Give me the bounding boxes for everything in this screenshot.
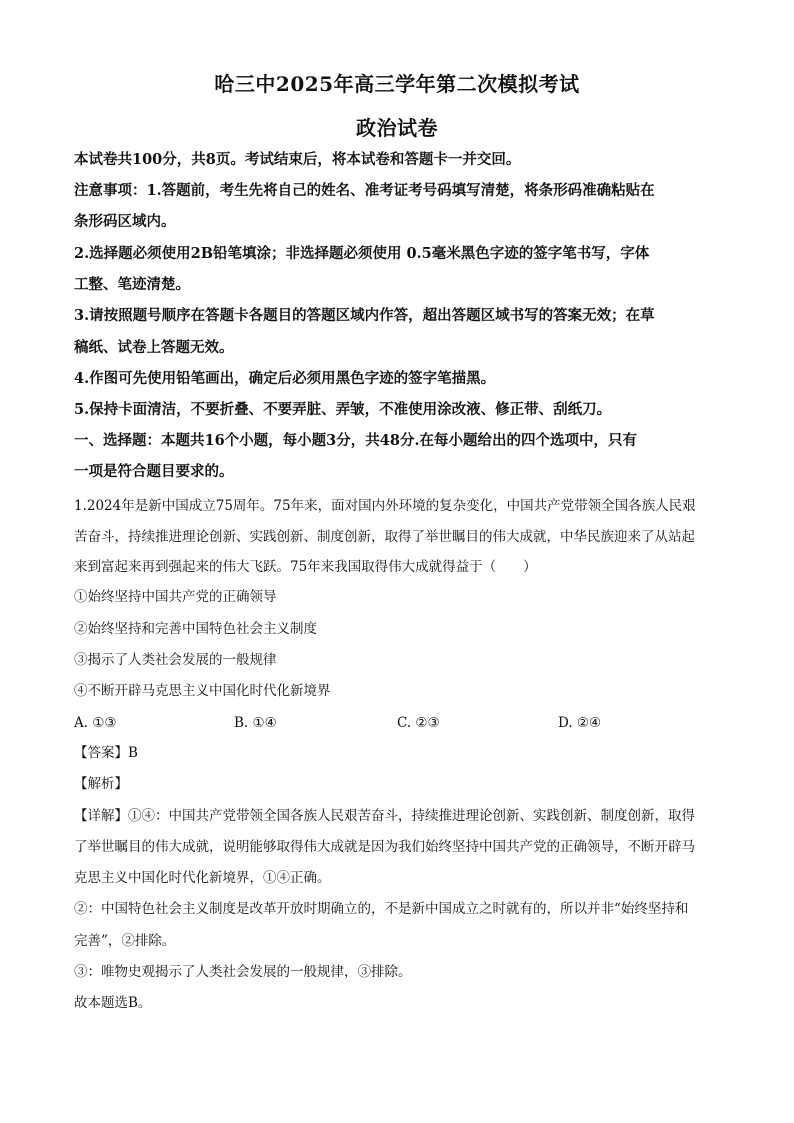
option-b: B. ①④ — [234, 715, 277, 731]
conclusion-line: 故本题选B。 — [74, 995, 152, 1011]
instruction-line: 3.请按照题号顺序在答题卡各题目的答题区域内作答，超出答题区域书写的答案无效；在草 — [74, 307, 655, 324]
instruction-line: 本试卷共100分，共8页。考试结束后，将本试卷和答题卡一并交回。 — [74, 151, 521, 168]
statement-item: ③揭示了人类社会发展的一般规律 — [74, 652, 277, 668]
statement-item: ②始终坚持和完善中国特色社会主义制度 — [74, 621, 317, 637]
section-heading: 一、选择题：本题共16个小题，每小题3分，共48分.在每小题给出的四个选项中，只有 — [74, 432, 637, 449]
question-stem: 1.2024年是新中国成立75周年。75年来，面对国内外环境的复杂变化，中国共产党带领全国各族人民艰 — [74, 498, 696, 514]
answer-label: 【答案】B — [74, 745, 138, 761]
exam-subtitle: 政治试卷 — [356, 116, 438, 140]
statement-item: ①始终坚持中国共产党的正确领导 — [74, 589, 277, 605]
instruction-line: 5.保持卡面清洁，不要折叠、不要弄脏、弄皱，不准使用涂改液、修正带、刮纸刀。 — [74, 401, 612, 418]
question-stem: 来到富起来再到强起来的伟大飞跃。75年来我国取得伟大成就得益于（ ） — [74, 559, 537, 575]
analysis-label: 【解析】 — [74, 776, 128, 792]
option-d: D. ②④ — [558, 715, 602, 731]
section-heading: 一项是符合题目要求的。 — [74, 463, 234, 480]
instruction-line: 工整、笔迹清楚。 — [74, 276, 190, 293]
explanation-line: ②：中国特色社会主义制度是改革开放时期确立的，不是新中国成立之时就有的，所以并非“始终坚持和 — [74, 901, 689, 917]
instruction-line: 4.作图可先使用铅笔画出，确定后必须用黑色字迹的签字笔描黑。 — [74, 370, 496, 387]
option-c: C. ②③ — [397, 715, 440, 731]
explanation-line: 【详解】①④：中国共产党带领全国各族人民艰苦奋斗，持续推进理论创新、实践创新、制度创新，取得 — [74, 808, 695, 824]
explanation-line: ③：唯物史观揭示了人类社会发展的一般规律，③排除。 — [74, 964, 412, 980]
instruction-line: 注意事项：1.答题前，考生先将自己的姓名、准考证考号码填写清楚，将条形码准确粘贴在 — [74, 182, 655, 199]
explanation-line: 完善”，②排除。 — [74, 933, 176, 949]
explanation-line: 了举世瞩目的伟大成就，说明能够取得伟大成就是因为我们始终坚持中国共产党的正确领导，不断开辟马 — [74, 839, 695, 855]
instruction-line: 稿纸、试卷上答题无效。 — [74, 339, 234, 356]
explanation-line: 克思主义中国化时代化新境界，①④正确。 — [74, 870, 331, 886]
instruction-line: 条形码区域内。 — [74, 213, 176, 230]
instruction-line: 2.选择题必须使用2B铅笔填涂；非选择题必须使用 0.5毫米黑色字迹的签字笔书写，字体 — [74, 245, 650, 262]
question-stem: 苦奋斗，持续推进理论创新、实践创新、制度创新，取得了举世瞩目的伟大成就，中华民族迎来了从站起 — [74, 529, 695, 545]
statement-item: ④不断开辟马克思主义中国化时代化新境界 — [74, 683, 331, 699]
exam-title: 哈三中2025年高三学年第二次模拟考试 — [214, 72, 580, 96]
option-a: A. ①③ — [74, 715, 117, 731]
